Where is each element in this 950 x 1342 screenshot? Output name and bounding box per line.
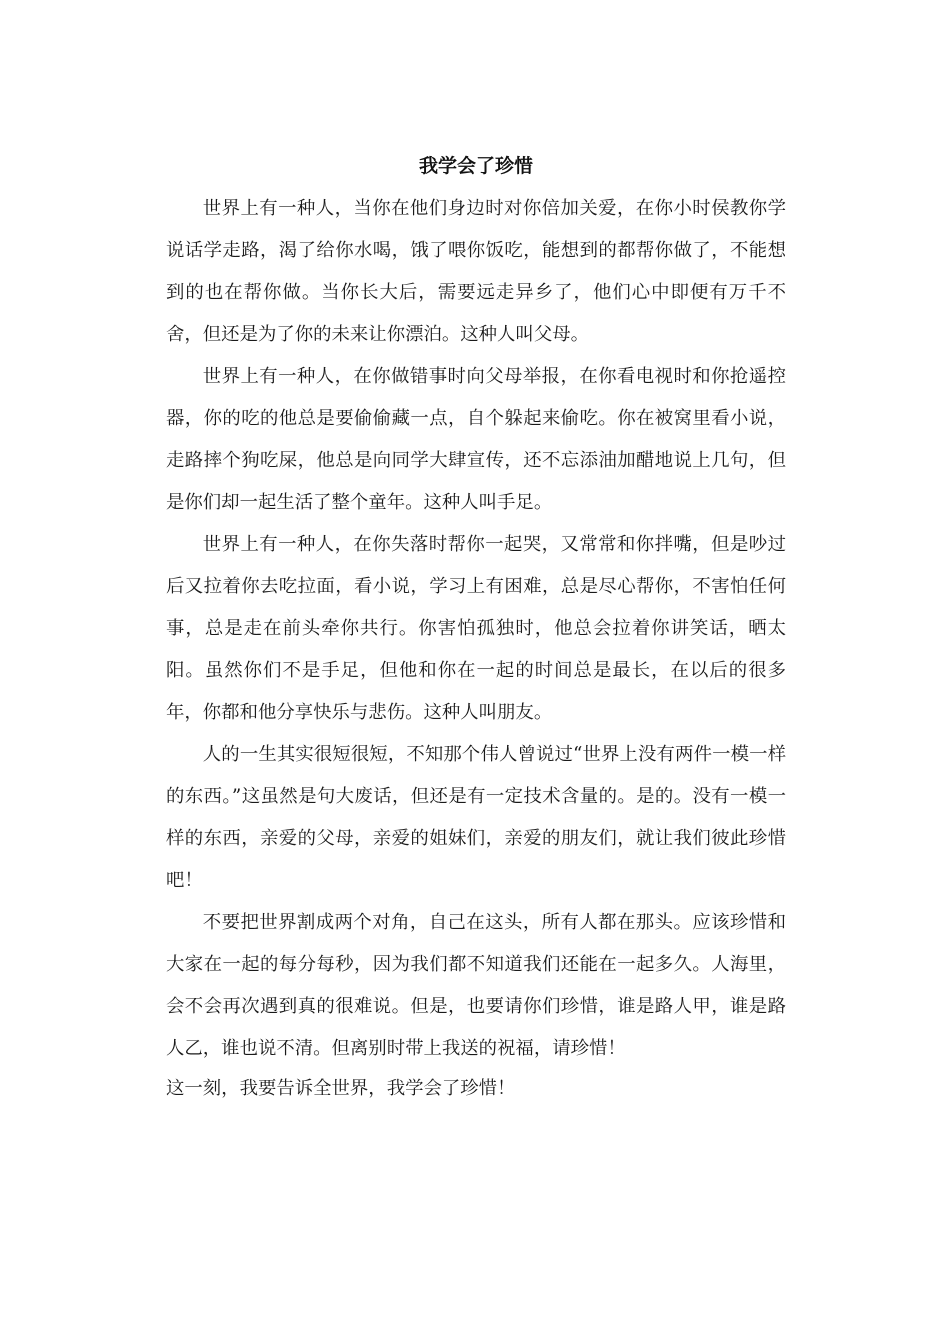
document-body <box>166 148 786 1108</box>
closing-line: 这一刻，我要告诉全世界，我学会了珍惜！ <box>166 1078 516 1099</box>
paragraph-friends: 世界上有一种人，在你失落时帮你一起哭，又常常和你拌嘴，但是吵过后又拉着你去吃拉面，看小说，学习上有困难，总是尽心帮你，不害怕任何事，总是走在前头牵你共行。你害怕孤独时，他总会拉着你讲笑话，晒太阳。虽然你们不是手足，但他和你在一起的时间总是最长，在以后的很多年，你都和他分享快乐与悲伤。这种人叫朋友。 <box>166 534 786 723</box>
paragraph-parents: 世界上有一种人，当你在他们身边时对你倍加关爱，在你小时侯教你学说话学走路，渴了给你水喝，饿了喂你饭吃，能想到的都帮你做了，不能想到的也在帮你做。当你长大后，需要远走异乡了，他们心中即便有万千不舍，但还是为了你的未来让你漂泊。这种人叫父母。 <box>166 198 786 345</box>
paragraph-siblings: 世界上有一种人，在你做错事时向父母举报，在你看电视时和你抢遥控器，你的吃的他总是要偷偷藏一点，自个躲起来偷吃。你在被窝里看小说，走路摔个狗吃屎，他总是向同学大肆宣传，还不忘添油加醋地说上几句，但是你们却一起生活了整个童年。这种人叫手足。 <box>166 366 786 513</box>
paragraph-cherish: 人的一生其实很短很短，不知那个伟人曾说过“世界上没有两件一模一样的东西。”这虽然是句大废话，但还是有一定技术含量的。是的。没有一模一样的东西，亲爱的父母，亲爱的姐妹们，亲爱的朋友们，就让我们彼此珍惜吧！ <box>166 744 786 891</box>
document-title: 我学会了珍惜 <box>418 155 533 177</box>
paragraph-world: 不要把世界割成两个对角，自己在这头，所有人都在那头。应该珍惜和大家在一起的每分每秒，因为我们都不知道我们还能在一起多久。人海里，会不会再次遇到真的很难说。但是，也要请你们珍惜，谁是路人甲，谁是路人乙，谁也说不清。但离别时带上我送的祝福，请珍惜！ <box>166 912 786 1059</box>
